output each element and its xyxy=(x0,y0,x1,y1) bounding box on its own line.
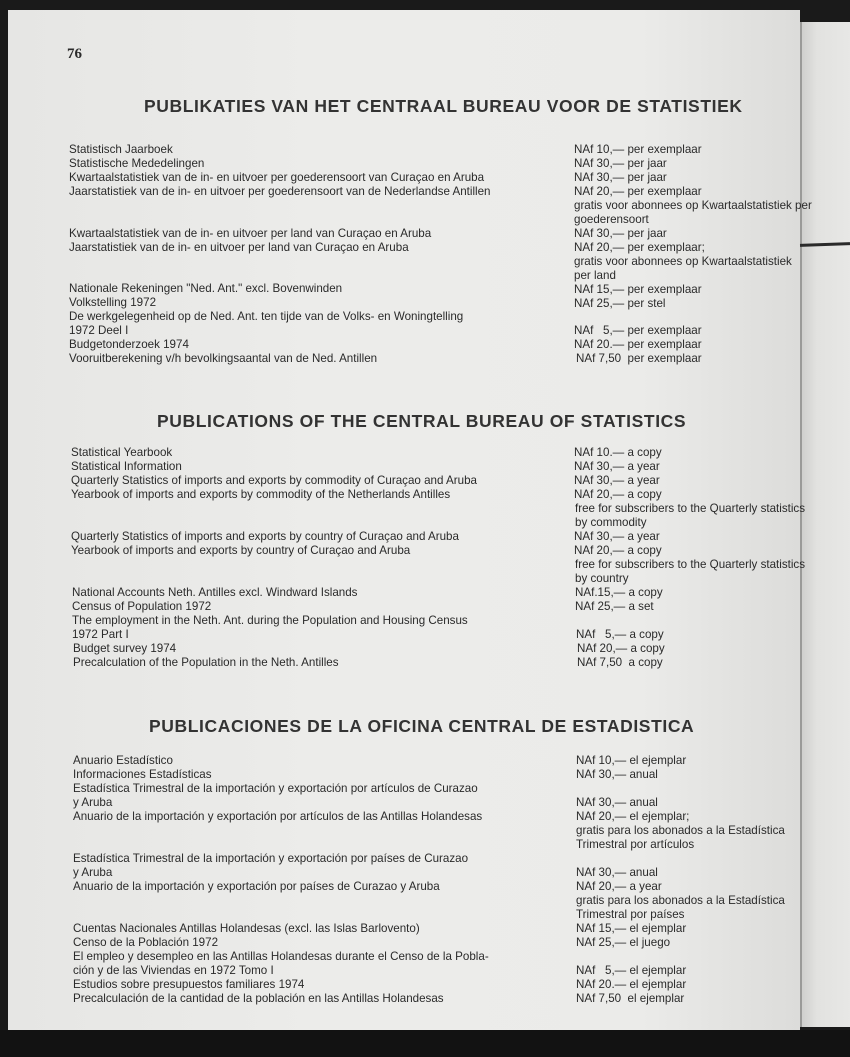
page-number: 76 xyxy=(67,46,82,62)
price: NAf 25,— a set xyxy=(575,600,654,613)
scan-shadow xyxy=(0,1030,850,1057)
price: NAf 10,— el ejemplar xyxy=(576,754,687,767)
price: NAf 30,— per jaar xyxy=(574,227,667,240)
price: NAf 30,— a year xyxy=(574,530,660,543)
price: NAf 30,— anual xyxy=(576,796,658,809)
publication-title: Estadística Trimestral de la importación y exportación por artículos de Curazao xyxy=(73,782,478,795)
price: NAf 20,— per exemplaar xyxy=(574,185,702,198)
publication-title: Kwartaalstatistiek van de in- en uitvoer per goederensoort van Curaçao en Aruba xyxy=(69,171,485,184)
publication-title: Yearbook of imports and exports by country of Curaçao and Aruba xyxy=(71,544,411,557)
publication-title: Informaciones Estadísticas xyxy=(73,768,212,781)
publication-title: Precalculación de la cantidad de la población en las Antillas Holandesas xyxy=(73,992,444,1005)
price: NAf 15,— el ejemplar xyxy=(576,922,687,935)
price-note: Trimestral por países xyxy=(576,908,685,921)
price: NAf 20.— el ejemplar xyxy=(576,978,687,991)
price: NAf 15,— per exemplaar xyxy=(574,283,702,296)
facing-page-edge xyxy=(800,22,850,1027)
price: NAf 10,— per exemplaar xyxy=(574,143,702,156)
price-note: by commodity xyxy=(575,516,647,529)
price: NAf 30,— a year xyxy=(574,460,660,473)
publication-title: National Accounts Neth. Antilles excl. Windward Islands xyxy=(72,586,358,599)
publication-title: Anuario de la importación y exportación por artículos de las Antillas Holandesas xyxy=(73,810,483,823)
publication-title: Statistical Information xyxy=(71,460,182,473)
price: NAf 20,— a year xyxy=(576,880,662,893)
publication-title: El empleo y desempleo en las Antillas Holandesas durante el Censo de la Pobla- xyxy=(73,950,489,963)
price: NAf 25,— el juego xyxy=(576,936,671,949)
price-note: gratis voor abonnees op Kwartaalstatistiek xyxy=(574,255,792,268)
publication-title: Statistische Mededelingen xyxy=(69,157,205,170)
publication-title: Estadística Trimestral de la importación y exportación por países de Curazao xyxy=(73,852,469,865)
publication-title: Budget survey 1974 xyxy=(73,642,177,655)
publication-title: Censo de la Población 1972 xyxy=(73,936,219,949)
publication-title: Volkstelling 1972 xyxy=(69,296,157,309)
publication-title: Jaarstatistiek van de in- en uitvoer per goederensoort van de Nederlandse Antillen xyxy=(69,185,491,198)
price: NAf 5,— per exemplaar xyxy=(574,324,702,337)
publication-title: Estudios sobre presupuestos familiares 1974 xyxy=(73,978,305,991)
publication-title: 1972 Deel I xyxy=(69,324,129,337)
publication-title: 1972 Part I xyxy=(72,628,129,641)
publication-title: Quarterly Statistics of imports and exports by commodity of Curaçao and Aruba xyxy=(71,474,477,487)
price: NAf 5,— el ejemplar xyxy=(576,964,687,977)
price: NAf 30,— anual xyxy=(576,866,658,879)
price: NAf 20,— a copy xyxy=(574,544,662,557)
price: NAf 20.— per exemplaar xyxy=(574,338,702,351)
price-note: gratis para los abonados a la Estadística xyxy=(576,894,785,907)
publication-title: Cuentas Nacionales Antillas Holandesas (excl. las Islas Barlovento) xyxy=(73,922,420,935)
publication-title: Statistisch Jaarboek xyxy=(69,143,173,156)
price: NAf 20,— per exemplaar; xyxy=(574,241,705,254)
price: NAf 7,50 per exemplaar xyxy=(576,352,702,365)
price: NAf 20,— el ejemplar; xyxy=(576,810,690,823)
price-note: free for subscribers to the Quarterly statistics xyxy=(575,558,806,571)
publication-title: Jaarstatistiek van de in- en uitvoer per land van Curaçao en Aruba xyxy=(69,241,409,254)
price-note: goederensoort xyxy=(574,213,649,226)
publication-title: Kwartaalstatistiek van de in- en uitvoer per land van Curaçao en Aruba xyxy=(69,227,432,240)
publication-title: Nationale Rekeningen "Ned. Ant." excl. Bovenwinden xyxy=(69,282,343,295)
publication-title: Quarterly Statistics of imports and exports by country of Curaçao and Aruba xyxy=(71,530,459,543)
price: NAf 7,50 a copy xyxy=(577,656,663,669)
publication-title: The employment in the Neth. Ant. during the Population and Housing Census xyxy=(72,614,468,627)
price: NAf 10.— a copy xyxy=(574,446,662,459)
publication-title: Precalculation of the Population in the Neth. Antilles xyxy=(73,656,339,669)
publication-title: y Aruba xyxy=(73,796,113,809)
price: NAf 20,— a copy xyxy=(577,642,665,655)
section-title-english: PUBLICATIONS OF THE CENTRAL BUREAU OF STATISTICS xyxy=(157,411,687,431)
price: NAf 25,— per stel xyxy=(574,297,666,310)
price-note: per land xyxy=(574,269,616,282)
price: NAf 30,— per jaar xyxy=(574,157,667,170)
section-title-dutch: PUBLIKATIES VAN HET CENTRAAL BUREAU VOOR DE STATISTIEK xyxy=(144,96,743,116)
price: NAf 30,— per jaar xyxy=(574,171,667,184)
price-note: gratis para los abonados a la Estadística xyxy=(576,824,785,837)
price-note: free for subscribers to the Quarterly statistics xyxy=(575,502,806,515)
price-note: Trimestral por artículos xyxy=(576,838,695,851)
publication-title: Anuario Estadístico xyxy=(73,754,173,767)
publication-title: Census of Population 1972 xyxy=(72,600,212,613)
publication-title: Budgetonderzoek 1974 xyxy=(69,338,189,351)
price: NAf 7,50 el ejemplar xyxy=(576,992,685,1005)
price-note: by country xyxy=(575,572,629,585)
price: NAf.15,— a copy xyxy=(575,586,663,599)
publication-title: Vooruitberekening v/h bevolkingsaantal van de Ned. Antillen xyxy=(69,352,378,365)
price: NAf 30,— a year xyxy=(574,474,660,487)
publication-title: Yearbook of imports and exports by commodity of the Netherlands Antilles xyxy=(71,488,451,501)
price: NAf 20,— a copy xyxy=(574,488,662,501)
section-title-spanish: PUBLICACIONES DE LA OFICINA CENTRAL DE ESTADISTICA xyxy=(149,716,695,736)
price: NAf 30,— anual xyxy=(576,768,658,781)
publication-title: Anuario de la importación y exportación por países de Curazao y Aruba xyxy=(73,880,440,893)
publication-title: ción y de las Viviendas en 1972 Tomo I xyxy=(73,964,274,977)
price: NAf 5,— a copy xyxy=(576,628,664,641)
publication-title: De werkgelegenheid op de Ned. Ant. ten tijde van de Volks- en Woningtelling xyxy=(69,310,464,323)
publication-title: y Aruba xyxy=(73,866,113,879)
price-note: gratis voor abonnees op Kwartaalstatistiek per xyxy=(574,199,812,212)
publication-title: Statistical Yearbook xyxy=(71,446,173,459)
